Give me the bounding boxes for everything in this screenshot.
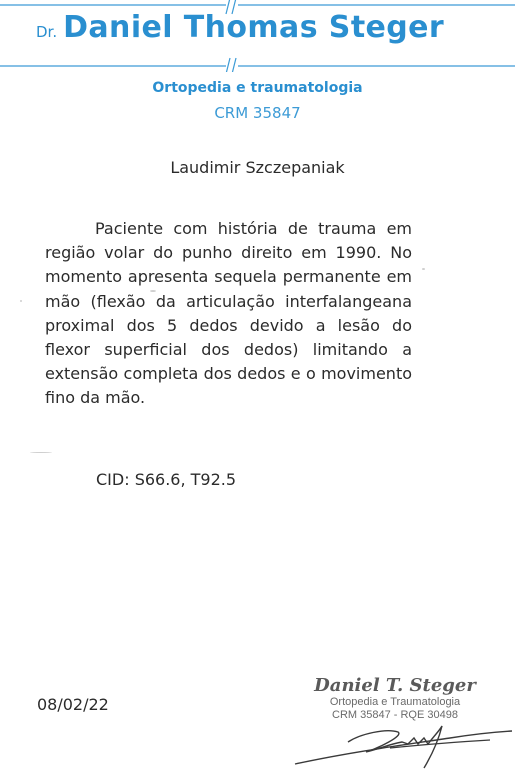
doctor-prefix: Dr. — [36, 23, 58, 41]
paper-speck — [150, 290, 156, 292]
paper-speck — [422, 268, 425, 270]
crm-number: CRM 35847 — [214, 104, 301, 122]
paper-speck — [20, 300, 22, 302]
patient-name: Laudimir Szczepaniak — [170, 158, 345, 177]
specialty: Ortopedia e traumatologia — [152, 80, 363, 96]
doctor-name-heading — [36, 10, 444, 45]
letterhead — [0, 0, 515, 72]
cid-codes: CID: S66.6, T92.5 — [96, 470, 237, 489]
stamp-name: Daniel T. Steger — [314, 675, 476, 696]
paper-speck — [30, 452, 52, 453]
stamp-specialty: Ortopedia e Traumatologia — [329, 696, 461, 708]
doctor-name: Daniel Thomas Steger — [63, 10, 445, 45]
document-date: 08/02/22 — [37, 695, 109, 714]
signature-icon — [290, 718, 515, 772]
stamp-registry: CRM 35847 - RQE 30498 — [332, 709, 458, 721]
medical-report-text: Paciente com história de trauma em região volar do punho direito em 1990. No momento apresenta sequela permanente em mão (flexão da articulação interfalangeana proximal dos 5 dedos devido a lesão do flexor superficial dos dedos) limitando a extensão completa dos dedos e o movimento fino da mão. — [45, 219, 412, 408]
doctor-stamp — [310, 676, 480, 722]
